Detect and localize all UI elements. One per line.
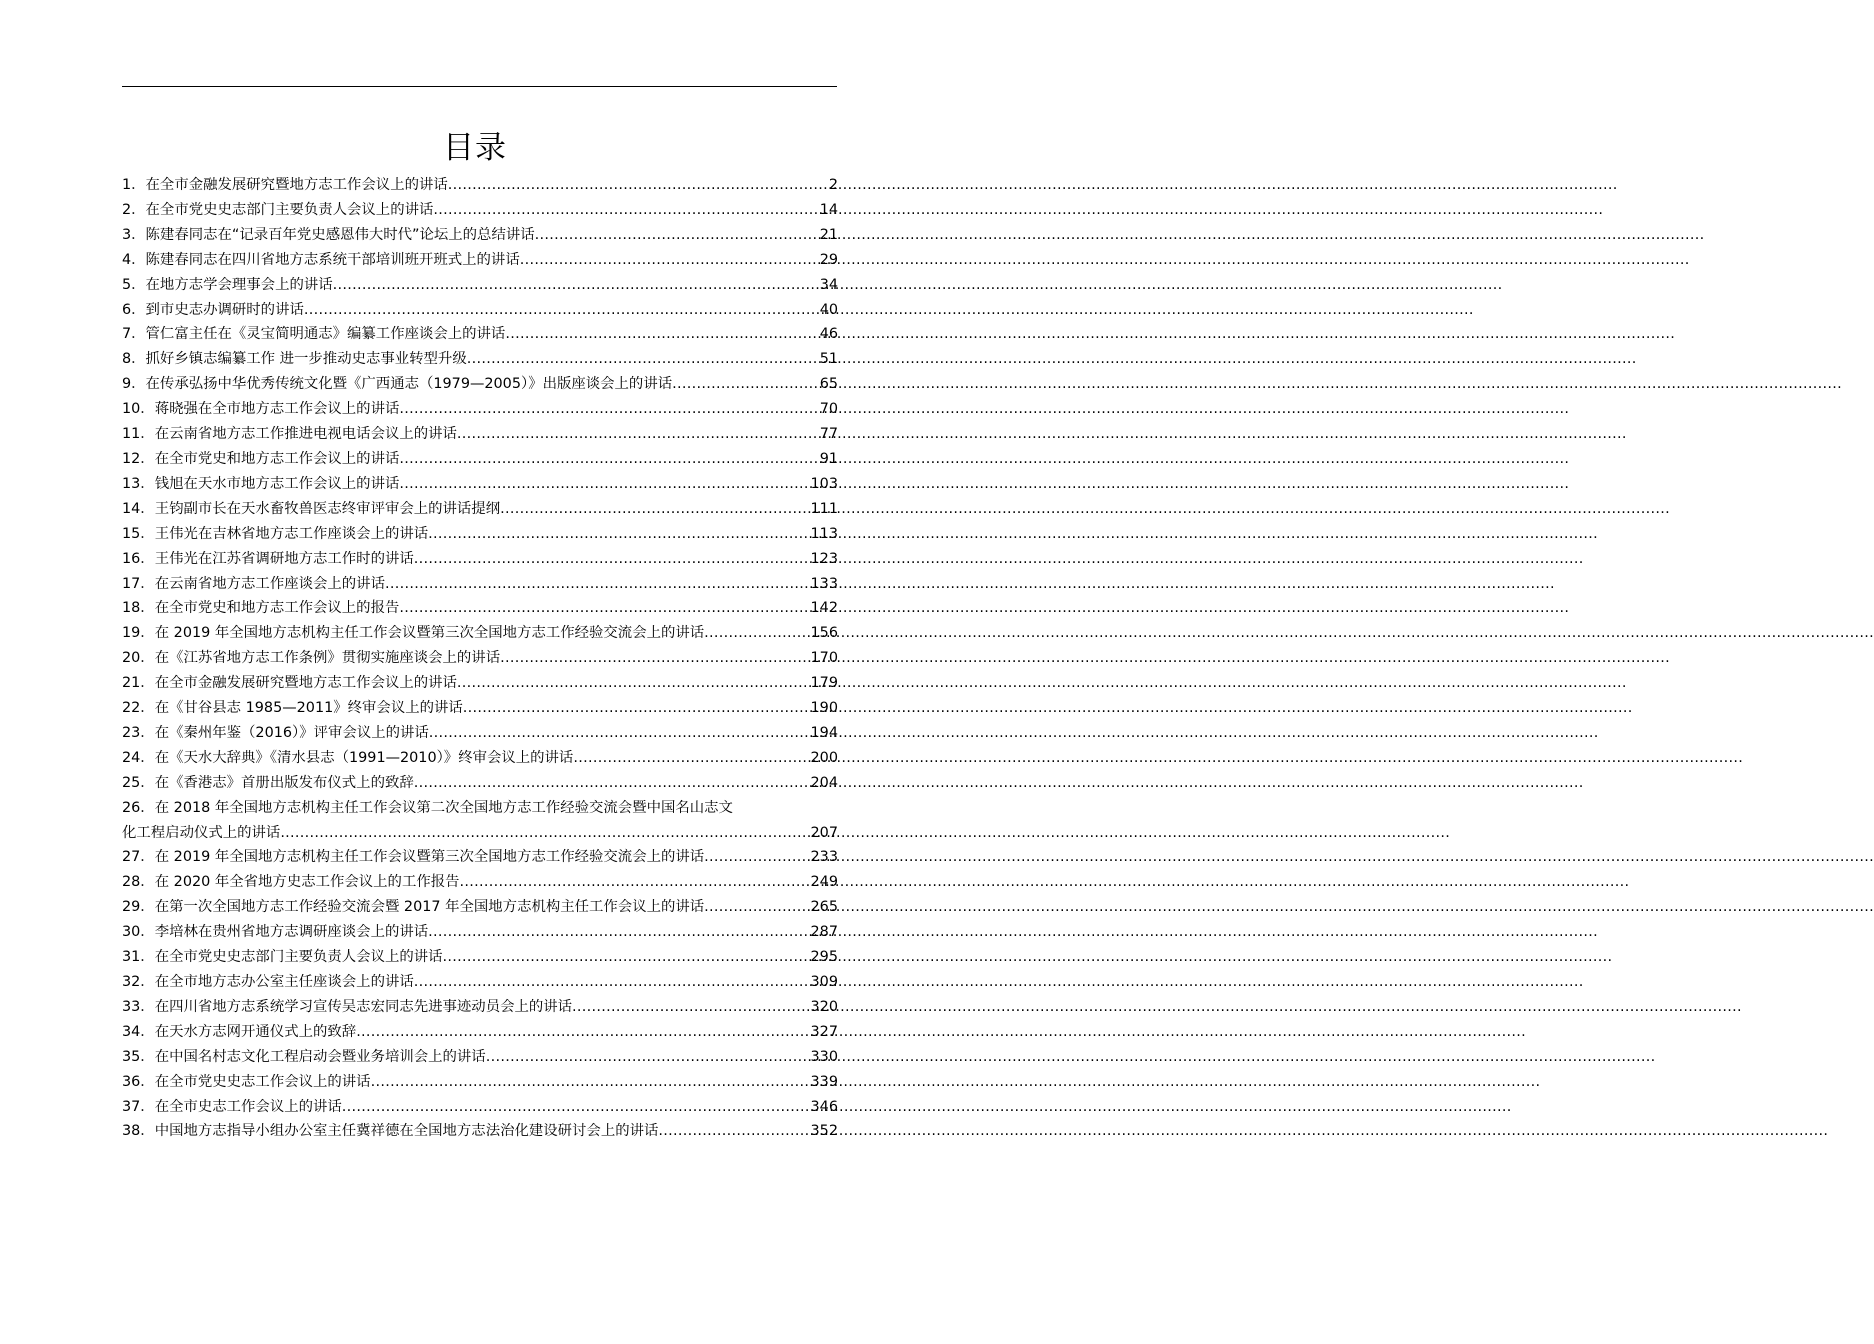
toc-entry[interactable] xyxy=(122,895,838,920)
toc-entry-page: 91 xyxy=(819,450,838,467)
dot-leader xyxy=(371,1070,811,1095)
toc-entry-label: 31．在全市党史史志部门主要负责人会议上的讲话 xyxy=(122,949,443,966)
toc-entry-page: 179 xyxy=(810,675,838,692)
toc-entry-page: 14 xyxy=(819,201,838,218)
toc-entry[interactable] xyxy=(122,845,838,870)
dot-leader xyxy=(433,198,819,223)
dot-leader xyxy=(704,621,810,646)
dot-leader xyxy=(428,920,810,945)
toc-entry[interactable] xyxy=(122,447,838,472)
toc-entry[interactable] xyxy=(122,347,838,372)
toc-entry[interactable] xyxy=(122,472,838,497)
toc-entry[interactable] xyxy=(122,372,838,397)
toc-entry-label: 19．在 2019 年全国地方志机构主任工作会议暨第三次全国地方志工作经验交流会上的讲话 xyxy=(122,625,705,642)
header-rule xyxy=(122,86,837,87)
toc-entry[interactable] xyxy=(122,198,838,223)
toc-entry-label: 12．在全市党史和地方志工作会议上的讲话 xyxy=(122,450,400,467)
toc-entry-label: 15．王伟光在吉林省地方志工作座谈会上的讲话 xyxy=(122,525,429,542)
toc-entry-label-cont: 化工程启动仪式上的讲话 xyxy=(122,824,281,841)
toc-entry[interactable] xyxy=(122,970,838,995)
dot-leader xyxy=(500,497,810,522)
toc-entry-label: 13．钱旭在天水市地方志工作会议上的讲话 xyxy=(122,475,400,492)
toc-entry-page: 29 xyxy=(819,251,838,268)
toc-entry-page: 207 xyxy=(810,824,838,841)
dot-leader xyxy=(333,273,820,298)
toc-entry[interactable] xyxy=(122,1045,838,1070)
toc-entry[interactable] xyxy=(122,173,838,198)
toc-entry[interactable] xyxy=(122,920,838,945)
toc-entry-label: 8．抓好乡镇志编纂工作 进一步推动史志事业转型升级 xyxy=(122,351,467,368)
toc-entry[interactable] xyxy=(122,497,838,522)
dot-leader xyxy=(385,572,811,597)
toc-entry[interactable] xyxy=(122,646,838,671)
toc-entry-label: 26．在 2018 年全国地方志机构主任工作会议第二次全国地方志工作经验交流会暨中国名山志文 xyxy=(122,799,733,816)
dot-leader xyxy=(356,1020,810,1045)
toc-entry-continuation[interactable] xyxy=(122,821,838,846)
toc-entry-page: 34 xyxy=(819,276,838,293)
toc-entry-page: 103 xyxy=(810,475,838,492)
dot-leader xyxy=(399,596,810,621)
dot-leader xyxy=(573,746,810,771)
toc-entry-page: 77 xyxy=(819,426,838,443)
dot-leader xyxy=(414,970,811,995)
toc-entry-label: 5．在地方志学会理事会上的讲话 xyxy=(122,276,333,293)
toc-entry-page: 190 xyxy=(810,700,838,717)
toc-entry-page: 51 xyxy=(819,351,838,368)
toc-entry-page: 320 xyxy=(810,998,838,1015)
toc-entry[interactable] xyxy=(122,298,838,323)
toc-entry-label: 11．在云南省地方志工作推进电视电话会议上的讲话 xyxy=(122,426,457,443)
toc-entry-label: 4．陈建春同志在四川省地方志系统干部培训班开班式上的讲话 xyxy=(122,251,520,268)
toc-entry-label: 7．管仁富主任在《灵宝简明通志》编纂工作座谈会上的讲话 xyxy=(122,326,506,343)
toc-entry-page: 111 xyxy=(810,500,838,517)
toc-entry-page: 352 xyxy=(810,1123,838,1140)
toc-entry-label: 18．在全市党史和地方志工作会议上的报告 xyxy=(122,600,400,617)
dot-leader xyxy=(457,422,820,447)
dot-leader xyxy=(443,945,811,970)
dot-leader xyxy=(500,646,810,671)
toc-entry-page: 265 xyxy=(810,899,838,916)
dot-leader xyxy=(672,372,820,397)
toc-entry-page: 46 xyxy=(819,326,838,343)
toc-entry-page: 133 xyxy=(810,575,838,592)
toc-entry-label: 37．在全市史志工作会议上的讲话 xyxy=(122,1098,342,1115)
toc-entry-label: 23．在《秦州年鉴（2016）》评审会议上的讲话 xyxy=(122,724,429,741)
toc-entry-page: 249 xyxy=(810,874,838,891)
toc-entry-label: 30．李培林在贵州省地方志调研座谈会上的讲话 xyxy=(122,924,429,941)
toc-entry-label: 10．蒋晓强在全市地方志工作会议上的讲话 xyxy=(122,401,400,418)
dot-leader xyxy=(486,1045,811,1070)
dot-leader xyxy=(658,1119,810,1144)
toc-entry-label: 24．在《天水大辞典》《清水县志（1991—2010）》终审会议上的讲话 xyxy=(122,749,574,766)
toc-entry[interactable] xyxy=(122,1070,838,1095)
dot-leader xyxy=(429,721,811,746)
toc-entry-label: 22．在《甘谷县志 1985—2011》终审会议上的讲话 xyxy=(122,700,463,717)
toc-entry-page: 21 xyxy=(819,226,838,243)
toc-entry-label: 25．在《香港志》首册出版发布仪式上的致辞 xyxy=(122,774,414,791)
toc-entry-page: 233 xyxy=(810,849,838,866)
toc-entry[interactable] xyxy=(122,547,838,572)
toc-entry[interactable] xyxy=(122,995,838,1020)
toc-entry-page: 40 xyxy=(819,301,838,318)
toc-entry-label: 2．在全市党史史志部门主要负责人会议上的讲话 xyxy=(122,201,434,218)
toc-entry-page: 123 xyxy=(810,550,838,567)
toc-entry-page: 156 xyxy=(810,625,838,642)
toc-entry[interactable] xyxy=(122,572,838,597)
toc-entry-label: 28．在 2020 年全省地方史志工作会议上的工作报告 xyxy=(122,874,460,891)
toc-entry[interactable] xyxy=(122,223,838,248)
dot-leader xyxy=(399,472,810,497)
toc-entry-label: 35．在中国名村志文化工程启动会暨业务培训会上的讲话 xyxy=(122,1048,486,1065)
toc-entry-page: 346 xyxy=(810,1098,838,1115)
dot-leader xyxy=(428,522,810,547)
toc-entry[interactable] xyxy=(122,796,838,821)
dot-leader xyxy=(399,397,819,422)
toc-entry-page: 2 xyxy=(828,177,838,193)
toc-entry[interactable] xyxy=(122,621,838,646)
dot-leader xyxy=(414,771,811,796)
dot-leader xyxy=(704,845,810,870)
table-of-contents xyxy=(122,173,838,1144)
toc-entry-label: 33．在四川省地方志系统学习宣传吴志宏同志先进事迹动员会上的讲话 xyxy=(122,998,573,1015)
dot-leader xyxy=(704,895,810,920)
dot-leader xyxy=(448,173,829,198)
toc-entry-label: 29．在第一次全国地方志工作经验交流会暨 2017 年全国地方志机构主任工作会议上的讲话 xyxy=(122,899,705,916)
dot-leader xyxy=(520,248,820,273)
toc-entry-label: 27．在 2019 年全国地方志机构主任工作会议暨第三次全国地方志工作经验交流会上的讲话 xyxy=(122,849,705,866)
toc-entry-label: 36．在全市党史史志工作会议上的讲话 xyxy=(122,1073,371,1090)
toc-entry-label: 17．在云南省地方志工作座谈会上的讲话 xyxy=(122,575,385,592)
toc-entry[interactable] xyxy=(122,721,838,746)
toc-entry-label: 20．在《江苏省地方志工作条例》贯彻实施座谈会上的讲话 xyxy=(122,650,501,667)
toc-entry-label: 38．中国地方志指导小组办公室主任冀祥德在全国地方志法治化建设研讨会上的讲话 xyxy=(122,1123,659,1140)
toc-entry[interactable] xyxy=(122,671,838,696)
dot-leader xyxy=(572,995,810,1020)
dot-leader xyxy=(535,223,820,248)
toc-entry-page: 327 xyxy=(810,1023,838,1040)
toc-entry-label: 16．王伟光在江苏省调研地方志工作时的讲话 xyxy=(122,550,414,567)
toc-title: 目录 xyxy=(443,130,507,166)
toc-entry[interactable] xyxy=(122,696,838,721)
toc-entry-page: 194 xyxy=(810,724,838,741)
toc-entry-page: 142 xyxy=(810,600,838,617)
toc-entry[interactable] xyxy=(122,248,838,273)
toc-entry-label: 1．在全市金融发展研究暨地方志工作会议上的讲话 xyxy=(122,177,448,193)
toc-entry[interactable] xyxy=(122,422,838,447)
toc-entry[interactable] xyxy=(122,945,838,970)
toc-entry[interactable] xyxy=(122,596,838,621)
dot-leader xyxy=(463,696,811,721)
toc-entry-label: 14．王钧副市长在天水畜牧兽医志终审评审会上的讲话提纲 xyxy=(122,500,501,517)
toc-entry-page: 70 xyxy=(819,401,838,418)
toc-entry-page: 204 xyxy=(810,774,838,791)
toc-entry[interactable] xyxy=(122,746,838,771)
toc-entry-label: 34．在天水方志网开通仪式上的致辞 xyxy=(122,1023,357,1040)
dot-leader xyxy=(467,347,820,372)
dot-leader xyxy=(414,547,811,572)
dot-leader xyxy=(505,322,819,347)
toc-entry-label: 9．在传承弘扬中华优秀传统文化暨《广西通志（1979—2005）》出版座谈会上的讲话 xyxy=(122,376,673,393)
toc-entry-page: 295 xyxy=(810,949,838,966)
toc-entry[interactable] xyxy=(122,870,838,895)
toc-entry[interactable] xyxy=(122,771,838,796)
toc-entry-page: 309 xyxy=(810,974,838,990)
toc-entry-page: 330 xyxy=(810,1048,838,1065)
toc-entry[interactable] xyxy=(122,1095,838,1120)
dot-leader xyxy=(280,821,810,846)
toc-entry[interactable] xyxy=(122,397,838,422)
dot-leader xyxy=(460,870,811,895)
toc-entry-label: 3．陈建春同志在“记录百年党史感恩伟大时代”论坛上的总结讲话 xyxy=(122,226,535,243)
dot-leader xyxy=(399,447,819,472)
toc-entry[interactable] xyxy=(122,322,838,347)
toc-entry-label: 32．在全市地方志办公室主任座谈会上的讲话 xyxy=(122,974,414,990)
dot-leader xyxy=(304,298,820,323)
toc-entry-page: 65 xyxy=(819,376,838,393)
toc-entry[interactable] xyxy=(122,522,838,547)
dot-leader xyxy=(342,1095,811,1120)
toc-entry-page: 339 xyxy=(810,1073,838,1090)
toc-entry[interactable] xyxy=(122,1020,838,1045)
toc-entry[interactable] xyxy=(122,273,838,298)
toc-entry-page: 200 xyxy=(810,749,838,766)
toc-entry-page: 287 xyxy=(810,924,838,941)
toc-entry-label: 6．到市史志办调研时的讲话 xyxy=(122,301,304,318)
toc-entry-page: 113 xyxy=(810,525,838,542)
toc-entry-page: 170 xyxy=(810,650,838,667)
toc-entry[interactable] xyxy=(122,1119,838,1144)
toc-entry-label: 21．在全市金融发展研究暨地方志工作会议上的讲话 xyxy=(122,675,457,692)
dot-leader xyxy=(457,671,811,696)
